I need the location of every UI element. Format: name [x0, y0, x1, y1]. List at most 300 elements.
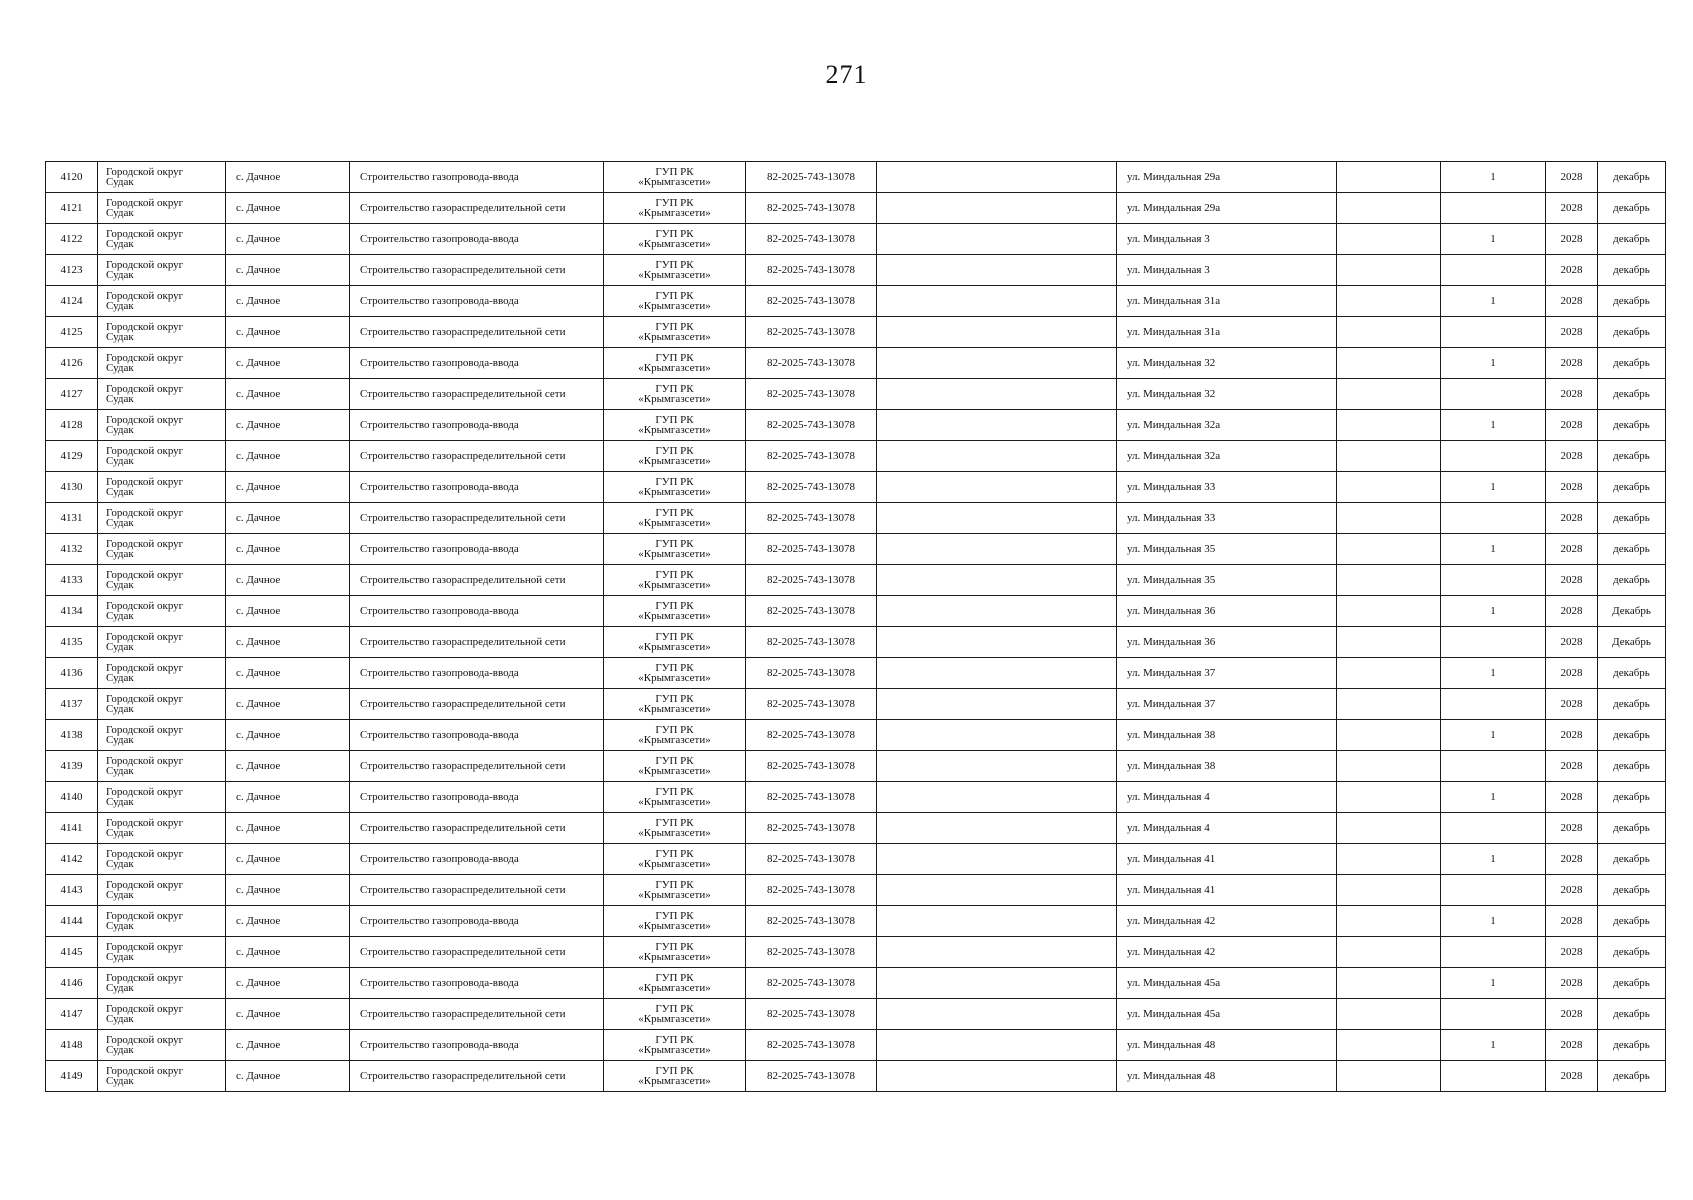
- program-code-cell: 82-2025-743-13078: [746, 751, 877, 782]
- row-number: 4143: [46, 875, 98, 906]
- quantity-cell: 1: [1441, 224, 1546, 255]
- row-number: 4124: [46, 286, 98, 317]
- quantity-cell: 1: [1441, 410, 1546, 441]
- table-row: [46, 224, 1666, 255]
- quantity-cell: [1441, 193, 1546, 224]
- organization-cell-line: «Крымгазсети»: [638, 796, 711, 808]
- table-row: [46, 937, 1666, 968]
- organization-cell-line: ГУП РК: [655, 352, 694, 364]
- work-type-cell: Строительство газораспределительной сети: [350, 813, 604, 844]
- organization-cell: [604, 813, 746, 844]
- month-cell: декабрь: [1598, 844, 1666, 875]
- district-cell-line: Городской округ: [106, 352, 184, 364]
- month-cell: декабрь: [1598, 751, 1666, 782]
- district-cell: [98, 379, 226, 410]
- locality-cell: с. Дачное: [226, 162, 350, 193]
- organization-cell: [604, 627, 746, 658]
- month-cell: декабрь: [1598, 875, 1666, 906]
- year-cell: 2028: [1546, 565, 1598, 596]
- district-cell: [98, 441, 226, 472]
- month-cell: декабрь: [1598, 503, 1666, 534]
- row-number: 4144: [46, 906, 98, 937]
- table-row: [46, 317, 1666, 348]
- empty-cell: [877, 286, 1117, 317]
- address-cell: ул. Миндальная 29а: [1117, 162, 1337, 193]
- month-cell: декабрь: [1598, 255, 1666, 286]
- row-number: 4121: [46, 193, 98, 224]
- row-number: 4123: [46, 255, 98, 286]
- row-number: 4135: [46, 627, 98, 658]
- year-cell: 2028: [1546, 844, 1598, 875]
- locality-cell: с. Дачное: [226, 565, 350, 596]
- address-cell: ул. Миндальная 42: [1117, 937, 1337, 968]
- organization-cell-line: ГУП РК: [655, 1034, 694, 1046]
- organization-cell-line: ГУП РК: [655, 538, 694, 550]
- quantity-cell: 1: [1441, 162, 1546, 193]
- organization-cell-line: «Крымгазсети»: [638, 672, 711, 684]
- quantity-cell: [1441, 937, 1546, 968]
- work-type-cell: Строительство газораспределительной сети: [350, 379, 604, 410]
- program-code-cell: 82-2025-743-13078: [746, 472, 877, 503]
- program-code-cell: 82-2025-743-13078: [746, 999, 877, 1030]
- organization-cell: [604, 534, 746, 565]
- district-cell: [98, 224, 226, 255]
- row-number: 4147: [46, 999, 98, 1030]
- row-number: 4129: [46, 441, 98, 472]
- empty-cell: [877, 441, 1117, 472]
- year-cell: 2028: [1546, 1030, 1598, 1061]
- organization-cell-line: ГУП РК: [655, 972, 694, 984]
- organization-cell: [604, 720, 746, 751]
- work-type-cell: Строительство газопровода-ввода: [350, 410, 604, 441]
- district-cell: [98, 906, 226, 937]
- empty-cell: [877, 410, 1117, 441]
- year-cell: 2028: [1546, 224, 1598, 255]
- work-type-cell: Строительство газораспределительной сети: [350, 565, 604, 596]
- work-type-cell: Строительство газопровода-ввода: [350, 968, 604, 999]
- program-code-cell: 82-2025-743-13078: [746, 875, 877, 906]
- organization-cell: [604, 348, 746, 379]
- organization-cell-line: «Крымгазсети»: [638, 455, 711, 467]
- district-cell: [98, 193, 226, 224]
- district-cell-line: Судак: [106, 331, 134, 343]
- district-cell-line: Городской округ: [106, 755, 184, 767]
- year-cell: 2028: [1546, 503, 1598, 534]
- organization-cell-line: «Крымгазсети»: [638, 331, 711, 343]
- locality-cell: с. Дачное: [226, 379, 350, 410]
- program-code-cell: 82-2025-743-13078: [746, 689, 877, 720]
- month-cell: Декабрь: [1598, 627, 1666, 658]
- program-code-cell: 82-2025-743-13078: [746, 658, 877, 689]
- address-cell: ул. Миндальная 32: [1117, 379, 1337, 410]
- organization-cell-line: «Крымгазсети»: [638, 951, 711, 963]
- district-cell-line: Судак: [106, 579, 134, 591]
- locality-cell: с. Дачное: [226, 193, 350, 224]
- quantity-cell: 1: [1441, 844, 1546, 875]
- organization-cell: [604, 410, 746, 441]
- district-cell: [98, 317, 226, 348]
- empty-cell: [877, 193, 1117, 224]
- district-cell: [98, 286, 226, 317]
- row-number: 4130: [46, 472, 98, 503]
- organization-cell: [604, 162, 746, 193]
- empty-cell: [877, 999, 1117, 1030]
- district-cell-line: Судак: [106, 269, 134, 281]
- empty-cell: [1337, 813, 1441, 844]
- quantity-cell: [1441, 503, 1546, 534]
- locality-cell: с. Дачное: [226, 999, 350, 1030]
- organization-cell: [604, 1061, 746, 1092]
- locality-cell: с. Дачное: [226, 534, 350, 565]
- program-code-cell: 82-2025-743-13078: [746, 596, 877, 627]
- row-number: 4138: [46, 720, 98, 751]
- work-type-cell: Строительство газопровода-ввода: [350, 906, 604, 937]
- empty-cell: [877, 534, 1117, 565]
- district-cell: [98, 875, 226, 906]
- district-cell-line: Городской округ: [106, 569, 184, 581]
- locality-cell: с. Дачное: [226, 255, 350, 286]
- organization-cell-line: ГУП РК: [655, 290, 694, 302]
- work-type-cell: Строительство газораспределительной сети: [350, 503, 604, 534]
- program-code-cell: 82-2025-743-13078: [746, 503, 877, 534]
- district-cell: [98, 472, 226, 503]
- organization-cell: [604, 1030, 746, 1061]
- district-cell-line: Городской округ: [106, 383, 184, 395]
- row-number: 4145: [46, 937, 98, 968]
- table-row: [46, 472, 1666, 503]
- locality-cell: с. Дачное: [226, 317, 350, 348]
- address-cell: ул. Миндальная 37: [1117, 658, 1337, 689]
- month-cell: декабрь: [1598, 1030, 1666, 1061]
- empty-cell: [1337, 658, 1441, 689]
- district-cell-line: Судак: [106, 238, 134, 250]
- district-cell-line: Судак: [106, 176, 134, 188]
- year-cell: 2028: [1546, 286, 1598, 317]
- empty-cell: [1337, 1061, 1441, 1092]
- work-type-cell: Строительство газораспределительной сети: [350, 441, 604, 472]
- year-cell: 2028: [1546, 689, 1598, 720]
- district-cell-line: Судак: [106, 300, 134, 312]
- address-cell: ул. Миндальная 33: [1117, 472, 1337, 503]
- district-cell: [98, 1030, 226, 1061]
- district-cell: [98, 410, 226, 441]
- district-cell: [98, 596, 226, 627]
- empty-cell: [1337, 348, 1441, 379]
- organization-cell-line: «Крымгазсети»: [638, 517, 711, 529]
- address-cell: ул. Миндальная 31а: [1117, 317, 1337, 348]
- empty-cell: [877, 348, 1117, 379]
- organization-cell-line: «Крымгазсети»: [638, 641, 711, 653]
- empty-cell: [1337, 627, 1441, 658]
- district-cell: [98, 751, 226, 782]
- organization-cell-line: ГУП РК: [655, 1065, 694, 1077]
- locality-cell: с. Дачное: [226, 844, 350, 875]
- organization-cell-line: ГУП РК: [655, 414, 694, 426]
- table-row: [46, 844, 1666, 875]
- district-cell-line: Городской округ: [106, 445, 184, 457]
- register-body: [46, 162, 1666, 1092]
- program-code-cell: 82-2025-743-13078: [746, 968, 877, 999]
- district-cell-line: Судак: [106, 703, 134, 715]
- empty-cell: [1337, 255, 1441, 286]
- quantity-cell: 1: [1441, 534, 1546, 565]
- quantity-cell: 1: [1441, 906, 1546, 937]
- empty-cell: [1337, 410, 1441, 441]
- year-cell: 2028: [1546, 751, 1598, 782]
- district-cell-line: Городской округ: [106, 879, 184, 891]
- empty-cell: [877, 317, 1117, 348]
- address-cell: ул. Миндальная 35: [1117, 534, 1337, 565]
- quantity-cell: 1: [1441, 968, 1546, 999]
- district-cell-line: Городской округ: [106, 507, 184, 519]
- locality-cell: с. Дачное: [226, 503, 350, 534]
- row-number: 4127: [46, 379, 98, 410]
- address-cell: ул. Миндальная 41: [1117, 844, 1337, 875]
- empty-cell: [877, 224, 1117, 255]
- organization-cell-line: «Крымгазсети»: [638, 889, 711, 901]
- month-cell: декабрь: [1598, 565, 1666, 596]
- year-cell: 2028: [1546, 968, 1598, 999]
- organization-cell-line: «Крымгазсети»: [638, 393, 711, 405]
- work-type-cell: Строительство газопровода-ввода: [350, 348, 604, 379]
- organization-cell: [604, 503, 746, 534]
- district-cell-line: Судак: [106, 393, 134, 405]
- work-type-cell: Строительство газопровода-ввода: [350, 224, 604, 255]
- organization-cell-line: ГУП РК: [655, 879, 694, 891]
- empty-cell: [877, 906, 1117, 937]
- address-cell: ул. Миндальная 3: [1117, 255, 1337, 286]
- organization-cell-line: ГУП РК: [655, 910, 694, 922]
- organization-cell: [604, 255, 746, 286]
- program-code-cell: 82-2025-743-13078: [746, 813, 877, 844]
- organization-cell-line: «Крымгазсети»: [638, 765, 711, 777]
- month-cell: декабрь: [1598, 1061, 1666, 1092]
- month-cell: декабрь: [1598, 937, 1666, 968]
- district-cell-line: Судак: [106, 207, 134, 219]
- district-cell: [98, 999, 226, 1030]
- organization-cell-line: «Крымгазсети»: [638, 1044, 711, 1056]
- year-cell: 2028: [1546, 317, 1598, 348]
- empty-cell: [877, 689, 1117, 720]
- empty-cell: [1337, 999, 1441, 1030]
- locality-cell: с. Дачное: [226, 751, 350, 782]
- table-row: [46, 255, 1666, 286]
- address-cell: ул. Миндальная 29а: [1117, 193, 1337, 224]
- organization-cell-line: «Крымгазсети»: [638, 610, 711, 622]
- quantity-cell: 1: [1441, 286, 1546, 317]
- district-cell-line: Судак: [106, 548, 134, 560]
- table-row: [46, 751, 1666, 782]
- empty-cell: [877, 751, 1117, 782]
- district-cell-line: Судак: [106, 486, 134, 498]
- locality-cell: с. Дачное: [226, 1061, 350, 1092]
- program-code-cell: 82-2025-743-13078: [746, 1061, 877, 1092]
- district-cell: [98, 1061, 226, 1092]
- organization-cell: [604, 565, 746, 596]
- organization-cell-line: ГУП РК: [655, 817, 694, 829]
- empty-cell: [877, 627, 1117, 658]
- empty-cell: [877, 596, 1117, 627]
- table-row: [46, 968, 1666, 999]
- year-cell: 2028: [1546, 1061, 1598, 1092]
- organization-cell-line: «Крымгазсети»: [638, 238, 711, 250]
- year-cell: 2028: [1546, 596, 1598, 627]
- district-cell: [98, 565, 226, 596]
- district-cell-line: Городской округ: [106, 848, 184, 860]
- empty-cell: [877, 968, 1117, 999]
- month-cell: декабрь: [1598, 472, 1666, 503]
- empty-cell: [877, 1061, 1117, 1092]
- table-row: [46, 875, 1666, 906]
- table-row: [46, 348, 1666, 379]
- organization-cell: [604, 875, 746, 906]
- month-cell: декабрь: [1598, 348, 1666, 379]
- address-cell: ул. Миндальная 37: [1117, 689, 1337, 720]
- table-row: [46, 410, 1666, 441]
- organization-cell-line: «Крымгазсети»: [638, 858, 711, 870]
- year-cell: 2028: [1546, 410, 1598, 441]
- district-cell-line: Городской округ: [106, 197, 184, 209]
- table-row: [46, 286, 1666, 317]
- address-cell: ул. Миндальная 32а: [1117, 410, 1337, 441]
- empty-cell: [1337, 565, 1441, 596]
- district-cell-line: Городской округ: [106, 724, 184, 736]
- district-cell-line: Судак: [106, 827, 134, 839]
- locality-cell: с. Дачное: [226, 596, 350, 627]
- organization-cell: [604, 379, 746, 410]
- district-cell: [98, 689, 226, 720]
- empty-cell: [1337, 441, 1441, 472]
- organization-cell-line: ГУП РК: [655, 693, 694, 705]
- month-cell: декабрь: [1598, 162, 1666, 193]
- empty-cell: [877, 844, 1117, 875]
- table-row: [46, 813, 1666, 844]
- address-cell: ул. Миндальная 4: [1117, 782, 1337, 813]
- row-number: 4122: [46, 224, 98, 255]
- month-cell: декабрь: [1598, 813, 1666, 844]
- work-type-cell: Строительство газораспределительной сети: [350, 193, 604, 224]
- program-code-cell: 82-2025-743-13078: [746, 441, 877, 472]
- table-row: [46, 627, 1666, 658]
- row-number: 4149: [46, 1061, 98, 1092]
- organization-cell-line: ГУП РК: [655, 600, 694, 612]
- organization-cell-line: «Крымгазсети»: [638, 548, 711, 560]
- address-cell: ул. Миндальная 41: [1117, 875, 1337, 906]
- month-cell: декабрь: [1598, 906, 1666, 937]
- program-code-cell: 82-2025-743-13078: [746, 1030, 877, 1061]
- table-row: [46, 596, 1666, 627]
- work-type-cell: Строительство газопровода-ввода: [350, 782, 604, 813]
- organization-cell: [604, 968, 746, 999]
- year-cell: 2028: [1546, 348, 1598, 379]
- district-cell-line: Городской округ: [106, 476, 184, 488]
- row-number: 4142: [46, 844, 98, 875]
- month-cell: декабрь: [1598, 689, 1666, 720]
- address-cell: ул. Миндальная 38: [1117, 751, 1337, 782]
- register-table: [45, 161, 1666, 1092]
- row-number: 4131: [46, 503, 98, 534]
- year-cell: 2028: [1546, 720, 1598, 751]
- quantity-cell: [1441, 255, 1546, 286]
- address-cell: ул. Миндальная 4: [1117, 813, 1337, 844]
- program-code-cell: 82-2025-743-13078: [746, 534, 877, 565]
- year-cell: 2028: [1546, 875, 1598, 906]
- row-number: 4141: [46, 813, 98, 844]
- work-type-cell: Строительство газопровода-ввода: [350, 534, 604, 565]
- organization-cell-line: «Крымгазсети»: [638, 362, 711, 374]
- empty-cell: [1337, 751, 1441, 782]
- locality-cell: с. Дачное: [226, 1030, 350, 1061]
- work-type-cell: Строительство газораспределительной сети: [350, 1061, 604, 1092]
- month-cell: декабрь: [1598, 317, 1666, 348]
- quantity-cell: [1441, 999, 1546, 1030]
- address-cell: ул. Миндальная 36: [1117, 596, 1337, 627]
- empty-cell: [877, 472, 1117, 503]
- table-row: [46, 1061, 1666, 1092]
- year-cell: 2028: [1546, 472, 1598, 503]
- empty-cell: [1337, 162, 1441, 193]
- organization-cell-line: ГУП РК: [655, 445, 694, 457]
- row-number: 4139: [46, 751, 98, 782]
- month-cell: декабрь: [1598, 534, 1666, 565]
- table-row: [46, 720, 1666, 751]
- locality-cell: с. Дачное: [226, 627, 350, 658]
- month-cell: декабрь: [1598, 379, 1666, 410]
- district-cell-line: Городской округ: [106, 228, 184, 240]
- organization-cell-line: «Крымгазсети»: [638, 734, 711, 746]
- organization-cell-line: ГУП РК: [655, 228, 694, 240]
- organization-cell-line: «Крымгазсети»: [638, 300, 711, 312]
- district-cell-line: Городской округ: [106, 1065, 184, 1077]
- program-code-cell: 82-2025-743-13078: [746, 255, 877, 286]
- month-cell: декабрь: [1598, 224, 1666, 255]
- district-cell-line: Судак: [106, 1075, 134, 1087]
- quantity-cell: 1: [1441, 720, 1546, 751]
- locality-cell: с. Дачное: [226, 782, 350, 813]
- district-cell-line: Городской округ: [106, 1003, 184, 1015]
- organization-cell: [604, 472, 746, 503]
- district-cell-line: Судак: [106, 641, 134, 653]
- organization-cell-line: ГУП РК: [655, 1003, 694, 1015]
- district-cell: [98, 813, 226, 844]
- address-cell: ул. Миндальная 38: [1117, 720, 1337, 751]
- empty-cell: [1337, 224, 1441, 255]
- empty-cell: [877, 379, 1117, 410]
- year-cell: 2028: [1546, 627, 1598, 658]
- row-number: 4126: [46, 348, 98, 379]
- empty-cell: [877, 720, 1117, 751]
- organization-cell: [604, 441, 746, 472]
- quantity-cell: [1441, 1061, 1546, 1092]
- district-cell: [98, 937, 226, 968]
- row-number: 4128: [46, 410, 98, 441]
- district-cell-line: Городской округ: [106, 817, 184, 829]
- table-row: [46, 658, 1666, 689]
- month-cell: декабрь: [1598, 999, 1666, 1030]
- organization-cell-line: ГУП РК: [655, 569, 694, 581]
- program-code-cell: 82-2025-743-13078: [746, 937, 877, 968]
- empty-cell: [877, 1030, 1117, 1061]
- organization-cell-line: ГУП РК: [655, 941, 694, 953]
- district-cell-line: Судак: [106, 517, 134, 529]
- row-number: 4133: [46, 565, 98, 596]
- district-cell-line: Городской округ: [106, 259, 184, 271]
- district-cell: [98, 658, 226, 689]
- program-code-cell: 82-2025-743-13078: [746, 286, 877, 317]
- program-code-cell: 82-2025-743-13078: [746, 348, 877, 379]
- organization-cell-line: «Крымгазсети»: [638, 827, 711, 839]
- district-cell-line: Судак: [106, 424, 134, 436]
